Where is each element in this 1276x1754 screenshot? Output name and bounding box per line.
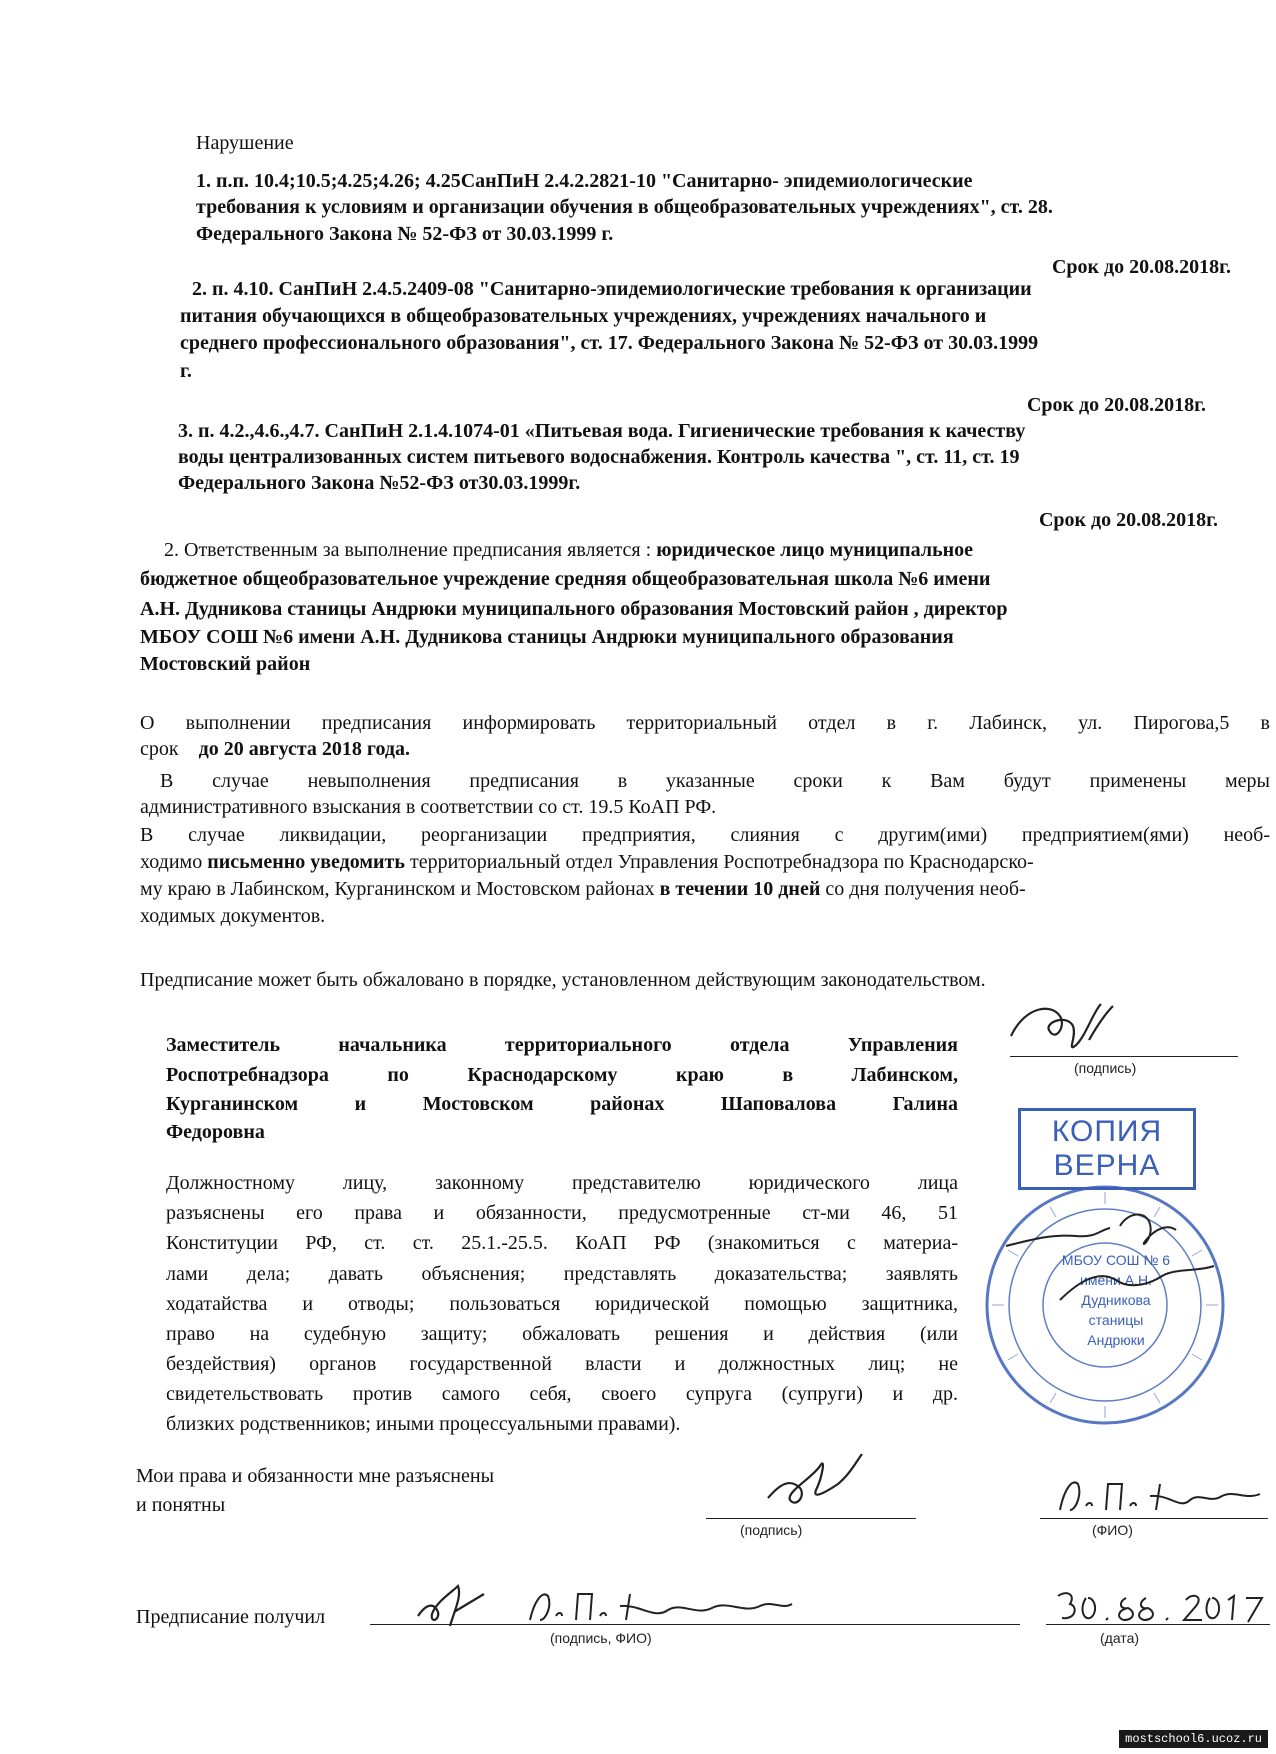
rights-line-1: Должностному лицу, законному представителю юридического лица [166, 1172, 958, 1194]
received-date-line [1046, 1624, 1270, 1625]
acknowledge-fio-caption: (ФИО) [1092, 1522, 1133, 1538]
acknowledge-line-2: и понятны [136, 1494, 226, 1516]
received-label: Предписание получил [136, 1606, 326, 1628]
violation-2-deadline: Срок до 20.08.2018г. [1026, 394, 1206, 416]
violation-3-deadline: Срок до 20.08.2018г. [1038, 509, 1218, 531]
stamp-text-line-1: КОПИЯ [1051, 1115, 1163, 1148]
deputy-line-3: Курганинском и Мостовском районах Шаповалова Галина [166, 1093, 958, 1115]
responsible-line-4: МБОУ СОШ №6 имени А.Н. Дудникова станицы Андрюки муниципального образования [140, 626, 954, 648]
violation-3-line-1: 3. п. 4.2.,4.6.,4.7. СанПиН 2.1.4.1074-01 «Питьевая вода. Гигиенические требования к качеству [178, 420, 1026, 442]
rights-line-5: ходатайства и отводы; пользоваться юридической помощью защитника, [166, 1293, 958, 1315]
violation-3-line-3: Федерального Закона №52-ФЗ от30.03.1999г. [178, 472, 581, 494]
seal-center-text: МБОУ СОШ № 6 имени А.Н. Дудникова станицы Андрюки [1061, 1252, 1171, 1348]
violations-heading: Нарушение [196, 132, 294, 154]
violation-2-line-3: среднего профессионального образования", ст. 17. Федерального Закона № 52-ФЗ от 30.03.1999 [180, 332, 1039, 354]
noncompliance-line-2: административного взыскания в соответствии со ст. 19.5 КоАП РФ. [140, 796, 717, 818]
responsible-prefix: 2. Ответственным за выполнение предписания является : [164, 539, 657, 561]
violation-3-line-2: воды централизованных систем питьевого водоснабжения. Контроль качества ", ст. 11, ст. 19 [178, 446, 1020, 468]
deputy-signature [1005, 996, 1125, 1068]
violation-1-line-1: 1. п.п. 10.4;10.5;4.25;4.26; 4.25СанПиН 2.4.2.2821-10 "Санитарно- эпидемиологические [196, 170, 973, 192]
rights-line-7: бездействия) органов государственной власти и должностных лиц; не [166, 1353, 958, 1375]
rights-line-6: право на судебную защиту; обжаловать решения и действия (или [166, 1323, 958, 1345]
received-date-caption: (дата) [1100, 1630, 1140, 1646]
noncompliance-line-1: В случае невыполнения предписания в указанные сроки к Вам будут применены меры [160, 770, 1270, 792]
copy-verified-stamp [1018, 1108, 1196, 1190]
deputy-signature-line [1010, 1056, 1238, 1057]
deputy-line-2: Роспотребнадзора по Краснодарскому краю в Лабинском, [166, 1064, 958, 1086]
liquidation-line-1: В случае ликвидации, реорганизации предприятия, слияния с другим(ими) предприятием(ями) необ- [140, 824, 1270, 846]
inform-line-1: О выполнении предписания информировать территориальный отдел в г. Лабинск, ул. Пирогова,5 в [140, 712, 1270, 734]
violation-1-line-3: Федерального Закона № 52-ФЗ от 30.03.1999 г. [196, 223, 614, 245]
stamp-text-line-2: ВЕРНА [1053, 1149, 1161, 1182]
rights-line-3: Конституции РФ, ст. ст. 25.1.-25.5. КоАП РФ (знакомиться с материа- [166, 1232, 958, 1254]
acknowledge-signature-caption: (подпись) [740, 1522, 803, 1538]
received-signature [410, 1582, 490, 1632]
responsible-line-2: бюджетное общеобразовательное учреждение средняя общеобразовательная школа №6 имени [140, 568, 991, 590]
liquidation-line-4: ходимых документов. [140, 905, 326, 927]
liquidation-l3-c: со дня получения необ- [820, 878, 1026, 900]
liquidation-l2-c: территориальный отдел Управления Роспотребнадзора по Краснодарско- [404, 851, 1034, 873]
director-signature-over-seal [1000, 1210, 1240, 1320]
rights-line-4: лами дела; давать объяснения; представлять доказательства; заявлять [166, 1263, 958, 1285]
rights-line-9: близких родственников; иными процессуальными правами). [166, 1413, 681, 1435]
liquidation-l3-bold: в течении 10 дней [659, 878, 821, 900]
appeal-text: Предписание может быть обжаловано в порядке, установленном действующим законодательством. [140, 969, 986, 991]
responsible-line-5: Мостовский район [140, 653, 311, 675]
violation-2-line-2: питания обучающихся в общеобразовательных учреждениях, учреждениях начального и [180, 305, 987, 327]
liquidation-l2-a: ходимо [140, 851, 208, 873]
acknowledge-fio-line [1040, 1518, 1268, 1519]
received-fio-handwriting [520, 1586, 800, 1626]
liquidation-line-3 [140, 876, 1026, 902]
responsible-entity: юридическое лицо муниципальное [656, 539, 974, 561]
violation-1-line-2: требования к условиям и организации обучения в общеобразовательных учреждениях", ст. 28. [196, 196, 1053, 218]
inform-term-label: срок [140, 738, 199, 760]
inform-deadline: до 20 августа 2018 года. [198, 738, 411, 760]
acknowledge-signature-line [706, 1518, 916, 1519]
received-signature-caption: (подпись, ФИО) [550, 1630, 652, 1646]
responsible-line-3: А.Н. Дудникова станицы Андрюки муниципального образования Мостовский район , директор [140, 598, 1008, 620]
rights-line-8: свидетельствовать против самого себя, своего супруга (супруги) и др. [166, 1383, 958, 1405]
violation-2-line-1: 2. п. 4.10. СанПиН 2.4.5.2409-08 "Санитарно-эпидемиологические требования к организации [192, 278, 1032, 300]
inform-line-2 [140, 736, 410, 762]
acknowledge-line-1: Мои права и обязанности мне разъяснены [136, 1465, 495, 1487]
violation-1-deadline: Срок до 20.08.2018г. [1051, 256, 1231, 278]
liquidation-line-2 [140, 849, 1034, 875]
violation-2-line-4: г. [180, 360, 192, 382]
rights-line-2: разъяснены его права и обязанности, предусмотренные ст-ми 46, 51 [166, 1202, 958, 1224]
footer-url-watermark: mostschool6.ucoz.ru [1119, 1730, 1268, 1748]
deputy-signature-caption: (подпись) [1074, 1060, 1137, 1076]
responsible-line-1 [164, 537, 973, 563]
deputy-line-1: Заместитель начальника территориального отдела Управления [166, 1034, 958, 1056]
liquidation-l2-bold: письменно уведомить [207, 851, 405, 873]
acknowledge-fio-handwriting [1050, 1470, 1270, 1520]
liquidation-l3-a: му краю в Лабинском, Курганинском и Мостовском районах [140, 878, 660, 900]
deputy-line-4: Федоровна [166, 1121, 265, 1143]
acknowledge-signature [760, 1448, 870, 1520]
